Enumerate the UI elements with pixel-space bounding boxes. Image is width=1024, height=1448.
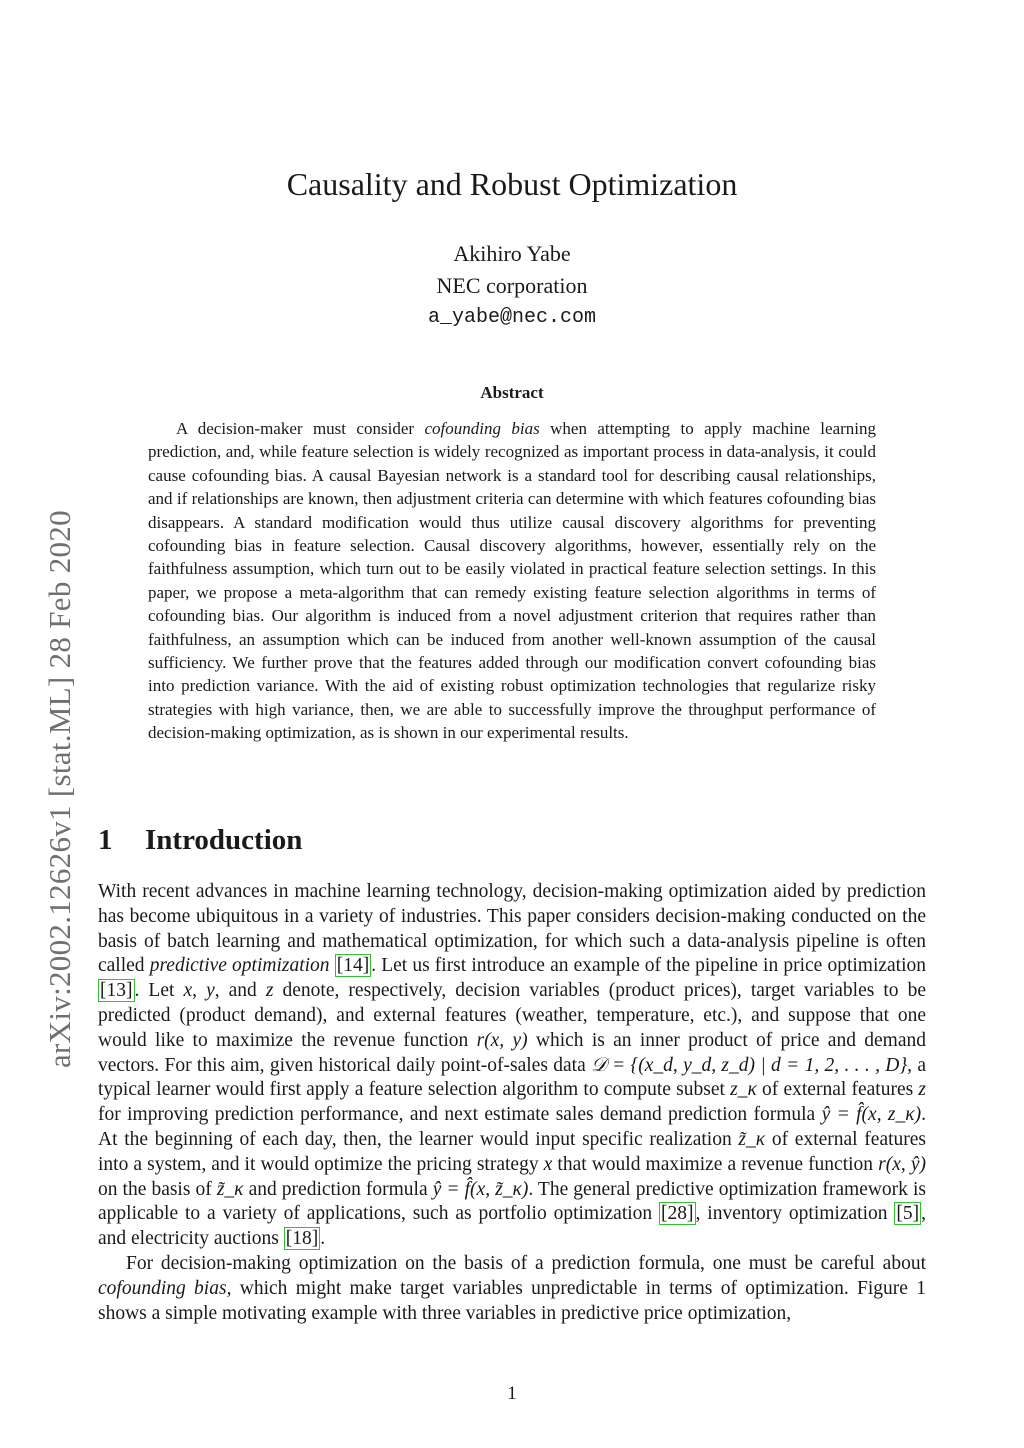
arxiv-identifier: arXiv:2002.12626v1 [stat.ML] 28 Feb 2020 bbox=[42, 510, 77, 1068]
text-run: . At the beginning of each day, then, the learner would input specific realization bbox=[98, 1104, 926, 1150]
math-symbol: x bbox=[543, 1153, 553, 1175]
text-run: , a typical learner would first apply a feature selection algorithm to compute subset bbox=[98, 1054, 927, 1101]
math-expression: ŷ = f̂(x, z̃_κ) bbox=[432, 1178, 529, 1200]
emphasis: predictive optimization bbox=[149, 955, 330, 977]
math-symbol: z bbox=[918, 1079, 926, 1101]
abstract-text bbox=[148, 417, 876, 745]
text-run: , which might make target variables unpredictable in terms of optimization. Figure 1 shows a simple motivating example with three variables in predictive price optimization, bbox=[98, 1277, 927, 1324]
citation-link[interactable]: [5] bbox=[896, 1203, 920, 1225]
text-run: denote, respectively, decision variables (product prices), target variables to be predicted (product demand), and external features (weather, temperature, etc.), and suppose that one would like to maximize the revenue function bbox=[98, 980, 927, 1051]
text-run: of external features bbox=[756, 1079, 919, 1101]
introduction-body bbox=[98, 880, 926, 1326]
math-expression: r(x, y) bbox=[476, 1029, 528, 1051]
abstract-emphasis: cofounding bias bbox=[424, 419, 540, 438]
text-run: , inventory optimization bbox=[695, 1203, 895, 1225]
math-expression: 𝒟 = {(x_d, y_d, z_d) | d = 1, 2, . . . , D} bbox=[591, 1054, 908, 1076]
math-expression: ŷ = f̂(x, z_κ) bbox=[821, 1104, 922, 1126]
paper-title: Causality and Robust Optimization bbox=[286, 166, 738, 202]
author-block bbox=[0, 238, 1024, 334]
math-symbol: z_κ bbox=[730, 1079, 757, 1101]
math-symbol: x bbox=[183, 980, 193, 1002]
text-run: . The general predictive optimization framework is applicable to a variety of applications, such as portfolio optimization bbox=[98, 1178, 926, 1225]
intro-paragraph-1 bbox=[98, 880, 926, 1252]
text-run: . bbox=[320, 1228, 326, 1250]
text-run: that would maximize a revenue function bbox=[552, 1153, 879, 1175]
text-run: which is an inner product of price and demand vectors. For this aim, given historical daily point-of-sales data bbox=[98, 1029, 926, 1076]
author-affiliation: NEC corporation bbox=[436, 273, 588, 298]
text-run: With recent advances in machine learning technology, decision-making optimization aided by prediction has become ubiquitous in a variety of industries. This paper considers decision-making conducted on the basis of batch learning and mathematical optimization, for which such a data-analysis pipeline is often called bbox=[98, 881, 926, 977]
abstract-heading: Abstract bbox=[480, 383, 544, 402]
abstract-text-part: A decision-maker must consider bbox=[176, 419, 425, 438]
section-heading bbox=[98, 824, 302, 857]
text-run bbox=[330, 955, 335, 976]
author-name: Akihiro Yabe bbox=[453, 241, 571, 266]
text-run: For decision-making optimization on the basis of a prediction formula, one must be careful about bbox=[126, 1252, 926, 1274]
intro-paragraph-2 bbox=[98, 1252, 926, 1326]
text-run: , and bbox=[214, 980, 266, 1002]
citation-link[interactable]: [14] bbox=[336, 955, 370, 977]
citation-link[interactable]: [18] bbox=[285, 1228, 319, 1250]
text-run: . Let us first introduce an example of the pipeline in price optimization bbox=[371, 955, 927, 977]
math-symbol: z̃_κ bbox=[216, 1178, 244, 1200]
citation-link[interactable]: [13] bbox=[100, 980, 133, 1002]
author-email[interactable]: a_yabe@nec.com bbox=[427, 306, 597, 329]
abstract-text-part: when attempting to apply machine learning prediction, and, while feature selection is widely recognized as important process in data-analysis, it could cause cofounding bias. A causal Bayesian network is a standard tool for describing causal relationships, and if relationships are known, then adjustment criteria can determine with which features cofounding bias disappears. A standard modification would thus utilize causal discovery algorithms for preventing cofounding bias in feature selection. Causal discovery algorithms, however, essentially rely on the faithfulness assumption, which turn out to be easily violated in practical feature selection settings. In this paper, we propose a meta-algorithm that can remedy existing feature selection algorithms in terms of cofounding bias. Our algorithm is induced from a novel adjustment criterion that requires rather than faithfulness, an assumption which can be induced from another well-known assumption of the causal sufficiency. We further prove that the features added through our modification convert cofounding bias into prediction variance. With the aid of existing robust optimization technologies that regularize risky strategies with high variance, then, we are able to successfully improve the throughput performance of decision-making optimization, as is shown in our experimental results. bbox=[148, 419, 876, 743]
math-symbol: z bbox=[265, 980, 274, 1002]
text-run: , and electricity auctions bbox=[98, 1203, 926, 1250]
math-symbol: z̃_κ bbox=[738, 1128, 766, 1150]
page-number: 1 bbox=[507, 1383, 517, 1404]
emphasis: cofounding bias bbox=[98, 1277, 227, 1299]
section-number: 1 bbox=[98, 824, 113, 856]
text-run: and prediction formula bbox=[243, 1178, 433, 1200]
text-run: , bbox=[192, 980, 207, 1002]
text-run: for improving prediction performance, and next estimate sales demand prediction formula bbox=[98, 1104, 822, 1126]
citation-link[interactable]: [28] bbox=[661, 1203, 694, 1225]
math-symbol: y bbox=[206, 980, 215, 1002]
text-run: on the basis of bbox=[98, 1178, 217, 1200]
math-expression: r(x, ŷ) bbox=[878, 1153, 926, 1175]
text-run: . Let bbox=[134, 980, 184, 1002]
text-run: of external features into a system, and it would optimize the pricing strategy bbox=[98, 1128, 927, 1175]
section-title: Introduction bbox=[145, 824, 303, 856]
